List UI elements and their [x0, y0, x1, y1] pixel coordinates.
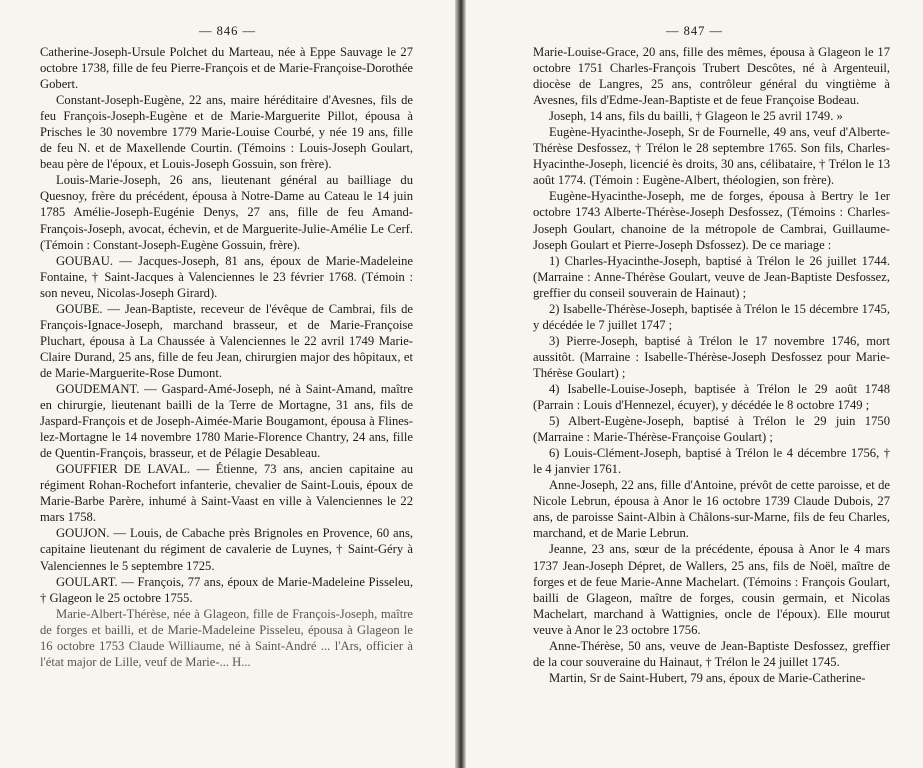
list-item: 3) Pierre-Joseph, baptisé à Trélon le 17 novembre 1746, mort aussitôt. (Marraine : Isabelle-Thérèse-Joseph Desfossez pour Marie-Thérèse Goulart) ;: [533, 333, 890, 380]
paragraph: Marie-Albert-Thérèse, née à Glageon, fille de François-Joseph, maître de forges et bailli, et de Marie-Madeleine Pisseleu, épousa à Glageon le 16 octobre 1753 Claude Williaume, né à Saint-André ... l'Ars, officier à l'état major de Lille, veuf de Marie-... H...: [40, 606, 413, 669]
list-item: 6) Louis-Clément-Joseph, baptisé à Trélon le 4 décembre 1756, † le 4 janvier 1761.: [533, 446, 890, 477]
paragraph: Anne-Thérèse, 50 ans, veuve de Jean-Baptiste Desfossez, greffier de la cour souveraine du Hainaut, † Trélon le 24 juillet 1745.: [533, 638, 890, 669]
paragraph: Eugène-Hyacinthe-Joseph, Sr de Fournelle, 49 ans, veuf d'Alberte-Thérèse Desfossez, † Trélon le 28 septembre 1765. Son fils, Charles-Hyacinthe-Joseph, licencié ès droits, 30 ans, célibataire, † Trélon le 13 août 1774. (Témoin : Eugène-Albert, théologien, son frère).: [533, 125, 890, 188]
paragraph: Anne-Joseph, 22 ans, fille d'Antoine, prévôt de cette paroisse, et de Nicole Lebrun, épousa à Anor le 16 octobre 1739 Claude Dubois, 27 ans, de paroisse Saint-Albin à Châlons-sur-Marne, fils de feu Charles, marchand, et de Marie Lebrun.: [533, 478, 890, 541]
list-item: 1) Charles-Hyacinthe-Joseph, baptisé à Trélon le 26 juillet 1744. (Marraine : Anne-Thérèse Goulart, veuve de Jean-Baptiste Desfossez, greffier du conseil souverain de Hainaut) ;: [533, 253, 890, 300]
right-page: [466, 0, 923, 768]
paragraph: GOUBE. — Jean-Baptiste, receveur de l'évêque de Cambrai, fils de François-Ignace-Joseph, marchand brasseur, et de Marie-Françoise Pluchart, épousa à La Chaussée à Valenciennes le 22 avril 1749 Marie-Claire Durand, 25 ans, fille de feu Jean, chirurgien major des hôpitaux, et de Marie-Marguerite-Rose Dumont.: [40, 301, 413, 380]
page-number: — 846 —: [199, 24, 256, 38]
book-gutter: [455, 0, 466, 768]
paragraph: GOUJON. — Louis, de Cabache près Brignoles en Provence, 60 ans, capitaine lieutenant du régiment de cavalerie de Luynes, † Saint-Géry à Valenciennes le 5 septembre 1725.: [40, 526, 413, 573]
list-item: 2) Isabelle-Thérèse-Joseph, baptisée à Trélon le 15 décembre 1745, y décédée le 7 juillet 1747 ;: [533, 301, 890, 332]
list-item: 4) Isabelle-Louise-Joseph, baptisée à Trélon le 29 août 1748 (Parrain : Louis d'Hennezel, écuyer), y décédée le 8 octobre 1749 ;: [533, 381, 890, 413]
left-page: [0, 0, 455, 768]
paragraph: Louis-Marie-Joseph, 26 ans, lieutenant général au bailliage du Quesnoy, frère du précédent, épousa à Notre-Dame au Cateau le 14 juin 1785 Amélie-Joseph-Eugénie Denys, 27 ans, fille de feu Amand-François-Joseph, avocat, échevin, et de Marguerite-Julie-Amélie Le Cerf. (Témoin : Constant-Joseph-Eugène Gossuin, frère).: [40, 173, 413, 252]
paragraph: GOUDEMANT. — Gaspard-Amé-Joseph, né à Saint-Amand, maître en chirurgie, lieutenant bailli de la Terre de Mortagne, 31 ans, fils de Jaspard-François et de Joseph-Aimée-Marie Bougamont, épousa à Flines-lez-Mortagne le 14 novembre 1780 Marie-Florence Chantry, 24 ans, fille de Quentin-François, brasseur, et de Pélagie Desableau.: [40, 381, 413, 461]
paragraph: Marie-Louise-Grace, 20 ans, fille des mêmes, épousa à Glageon le 17 octobre 1751 Charles-François Trubert Descôtes, né à Argenteuil, diocèse de Langres, 25 ans, contrôleur général du vingtième à Avesnes, fils d'Edme-Jean-Baptiste et de feue Françoise Bodeau.: [533, 45, 890, 108]
paragraph: Constant-Joseph-Eugène, 22 ans, maire héréditaire d'Avesnes, fils de feu François-Joseph-Eugène et de Marie-Marguerite Pillot, épousa à Prisches le 30 novembre 1779 Marie-Louise Courbé, y née 19 ans, fille de feu N. et de Maxellende Courtin. (Témoins : Louis-Joseph Goulart, beau père de l'époux, et Louis-Joseph Gossuin, son frère).: [40, 93, 413, 172]
paragraph: GOUFFIER DE LAVAL. — Étienne, 73 ans, ancien capitaine au régiment Rohan-Rochefort infanterie, chevalier de Saint-Louis, époux de Marie-Barbe Parère, inhumé à Saint-Vaast en ville à Valenciennes le 22 mars 1758.: [40, 462, 413, 525]
list-item: 5) Albert-Eugène-Joseph, baptisé à Trélon le 29 juin 1750 (Marraine : Marie-Thérèse-Françoise Goulart) ;: [533, 414, 890, 445]
paragraph: GOUBAU. — Jacques-Joseph, 81 ans, époux de Marie-Madeleine Fontaine, † Saint-Jacques à Valenciennes le 23 février 1768. (Témoin : son neveu, Nicolas-Joseph Girard).: [40, 253, 413, 300]
paragraph: GOULART. — François, 77 ans, époux de Marie-Madeleine Pisseleu, † Glageon le 25 octobre 1755.: [40, 574, 413, 605]
page-number: — 847 —: [666, 24, 723, 38]
paragraph: Eugène-Hyacinthe-Joseph, me de forges, épousa à Bertry le 1er octobre 1743 Alberte-Thérèse-Joseph Desfossez, (Témoins : Charles-Joseph Goulart, chanoine de la métropole de Cambrai, Guillaume-Joseph Goulart et Pierre-Joseph Dsfossez). De ce mariage :: [533, 189, 890, 252]
text-column: [40, 44, 413, 670]
text-column: [533, 44, 890, 686]
paragraph: Catherine-Joseph-Ursule Polchet du Marteau, née à Eppe Sauvage le 27 octobre 1738, fille de feu Pierre-François et de Marie-Françoise-Dorothée Gobert.: [40, 45, 413, 92]
paragraph: Martin, Sr de Saint-Hubert, 79 ans, époux de Marie-Catherine-: [549, 670, 866, 685]
paragraph: Joseph, 14 ans, fils du bailli, † Glageon le 25 avril 1749. »: [549, 109, 843, 124]
paragraph: Jeanne, 23 ans, sœur de la précédente, épousa à Anor le 4 mars 1737 Jean-Joseph Dépret, de Wallers, 25 ans, fils de Noël, maître de forges et de feue Marie-Anne Machelart. (Témoins : François Goulart, bailli de Glageon, maître de forges, cousin germain, et Nicolas Machelart, marchand à Wattignies, oncle de l'époux). Elle mourut veuve à Anor le 23 octobre 1756.: [533, 542, 890, 637]
